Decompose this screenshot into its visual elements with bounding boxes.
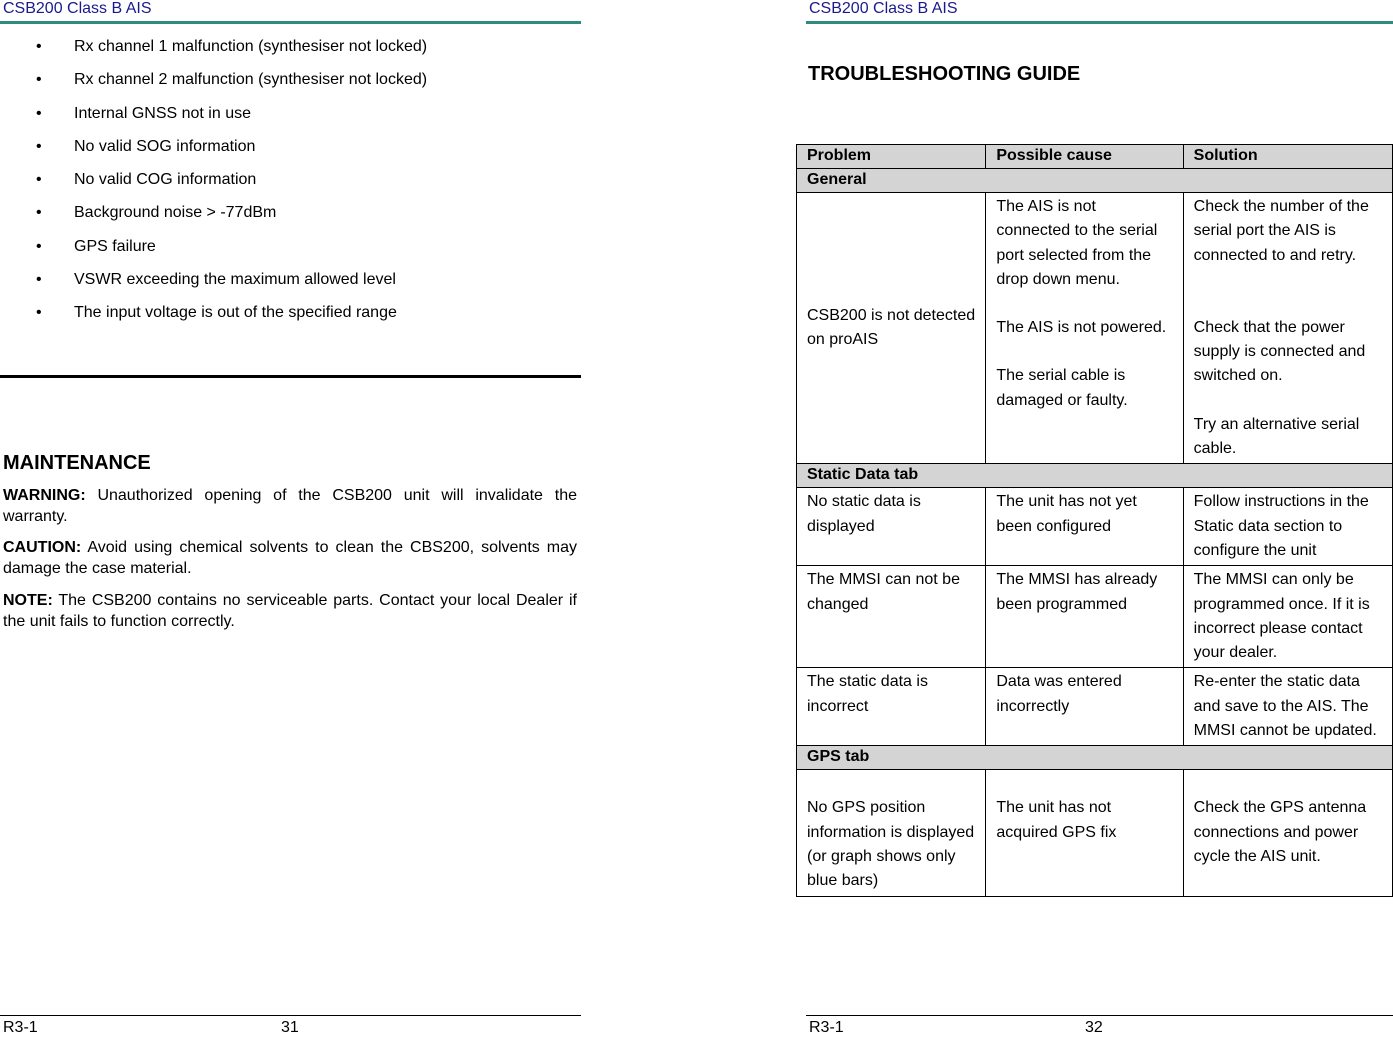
footer-revision: R3-1 bbox=[3, 1019, 38, 1036]
list-item: • No valid COG information bbox=[0, 169, 427, 202]
table-row bbox=[797, 193, 1393, 464]
problem-cell: The MMSI can not be changed bbox=[797, 566, 986, 668]
solution-cell: The MMSI can only be programmed once. If it is incorrect please contact your dealer. bbox=[1183, 566, 1392, 668]
page-header: CSB200 Class B AIS bbox=[3, 0, 152, 17]
troubleshooting-table bbox=[796, 144, 1393, 897]
column-header-solution: Solution bbox=[1183, 145, 1392, 169]
bullet-icon: • bbox=[36, 71, 42, 89]
table-row bbox=[797, 566, 1393, 668]
footer-revision: R3-1 bbox=[809, 1019, 844, 1036]
footer-rule bbox=[806, 1015, 1393, 1016]
warning-paragraph: WARNING: Unauthorized opening of the CSB200 unit will invalidate the warranty. bbox=[3, 487, 577, 525]
problem-cell: The static data is incorrect bbox=[797, 668, 986, 746]
left-page bbox=[0, 0, 581, 1036]
solution-cell: Follow instructions in the Static data section to configure the unit bbox=[1183, 488, 1392, 566]
column-header-problem: Problem bbox=[797, 145, 986, 169]
section-row-static bbox=[797, 464, 1393, 488]
table-row bbox=[797, 770, 1393, 896]
section-label: GPS tab bbox=[797, 746, 1393, 770]
caution-paragraph: CAUTION: Avoid using chemical solvents to clean the CBS200, solvents may damage the case material. bbox=[3, 539, 577, 577]
cause-cell: The unit has not acquired GPS fix bbox=[986, 770, 1183, 896]
list-item: • Background noise > -77dBm bbox=[0, 202, 427, 235]
troubleshooting-title: TROUBLESHOOTING GUIDE bbox=[808, 63, 1081, 85]
note-label: NOTE: bbox=[3, 592, 53, 609]
caution-label: CAUTION: bbox=[3, 539, 82, 556]
solution-cell: Check the GPS antenna connections and power cycle the AIS unit. bbox=[1183, 770, 1392, 896]
bullet-icon: • bbox=[36, 271, 42, 289]
bullet-icon: • bbox=[36, 171, 42, 189]
note-paragraph: NOTE: The CSB200 contains no serviceable parts. Contact your local Dealer if the unit fails to function correctly. bbox=[3, 592, 577, 630]
header-rule bbox=[806, 21, 1393, 24]
section-label: General bbox=[797, 169, 1393, 193]
page-header: CSB200 Class B AIS bbox=[809, 0, 958, 17]
cause-cell: The MMSI has already been programmed bbox=[986, 566, 1183, 668]
footer-page-number: 31 bbox=[281, 1019, 299, 1036]
status-bullet-list bbox=[0, 36, 427, 336]
right-page bbox=[806, 0, 1393, 1036]
list-item: • Rx channel 2 malfunction (synthesiser not locked) bbox=[0, 69, 427, 102]
list-item: • VSWR exceeding the maximum allowed level bbox=[0, 269, 427, 302]
bullet-icon: • bbox=[36, 237, 42, 255]
problem-cell: No GPS position information is displayed (or graph shows only blue bars) bbox=[797, 770, 986, 896]
table-header-row bbox=[797, 145, 1393, 169]
footer-rule bbox=[0, 1015, 581, 1016]
bullet-icon: • bbox=[36, 137, 42, 155]
problem-cell: CSB200 is not detected on proAIS bbox=[797, 193, 986, 464]
section-row-general bbox=[797, 169, 1393, 193]
table-row bbox=[797, 488, 1393, 566]
section-row-gps bbox=[797, 746, 1393, 770]
cause-cell: The AIS is not connected to the serial port selected from the drop down menu. The AIS is not powered. The serial cable is damaged or faulty. bbox=[986, 193, 1183, 464]
bullet-icon: • bbox=[36, 204, 42, 222]
warning-label: WARNING: bbox=[3, 487, 86, 504]
footer-page-number: 32 bbox=[1085, 1019, 1103, 1036]
bullet-icon: • bbox=[36, 104, 42, 122]
table-row bbox=[797, 668, 1393, 746]
list-item: • No valid SOG information bbox=[0, 136, 427, 169]
section-label: Static Data tab bbox=[797, 464, 1393, 488]
section-divider bbox=[0, 375, 581, 378]
bullet-icon: • bbox=[36, 38, 42, 55]
header-rule bbox=[0, 21, 581, 24]
column-header-cause: Possible cause bbox=[986, 145, 1183, 169]
list-item: • Rx channel 1 malfunction (synthesiser not locked) bbox=[0, 36, 427, 69]
bullet-icon: • bbox=[36, 304, 42, 322]
solution-cell: Re-enter the static data and save to the AIS. The MMSI cannot be updated. bbox=[1183, 668, 1392, 746]
cause-cell: The unit has not yet been configured bbox=[986, 488, 1183, 566]
cause-cell: Data was entered incorrectly bbox=[986, 668, 1183, 746]
solution-cell: Check the number of the serial port the AIS is connected to and retry. Check that the power supply is connected and switched on. Try an alternative serial cable. bbox=[1183, 193, 1392, 464]
list-item: • GPS failure bbox=[0, 236, 427, 269]
problem-cell: No static data is displayed bbox=[797, 488, 986, 566]
list-item: • Internal GNSS not in use bbox=[0, 103, 427, 136]
list-item: • The input voltage is out of the specified range bbox=[0, 302, 427, 335]
maintenance-heading: MAINTENANCE bbox=[3, 452, 151, 474]
